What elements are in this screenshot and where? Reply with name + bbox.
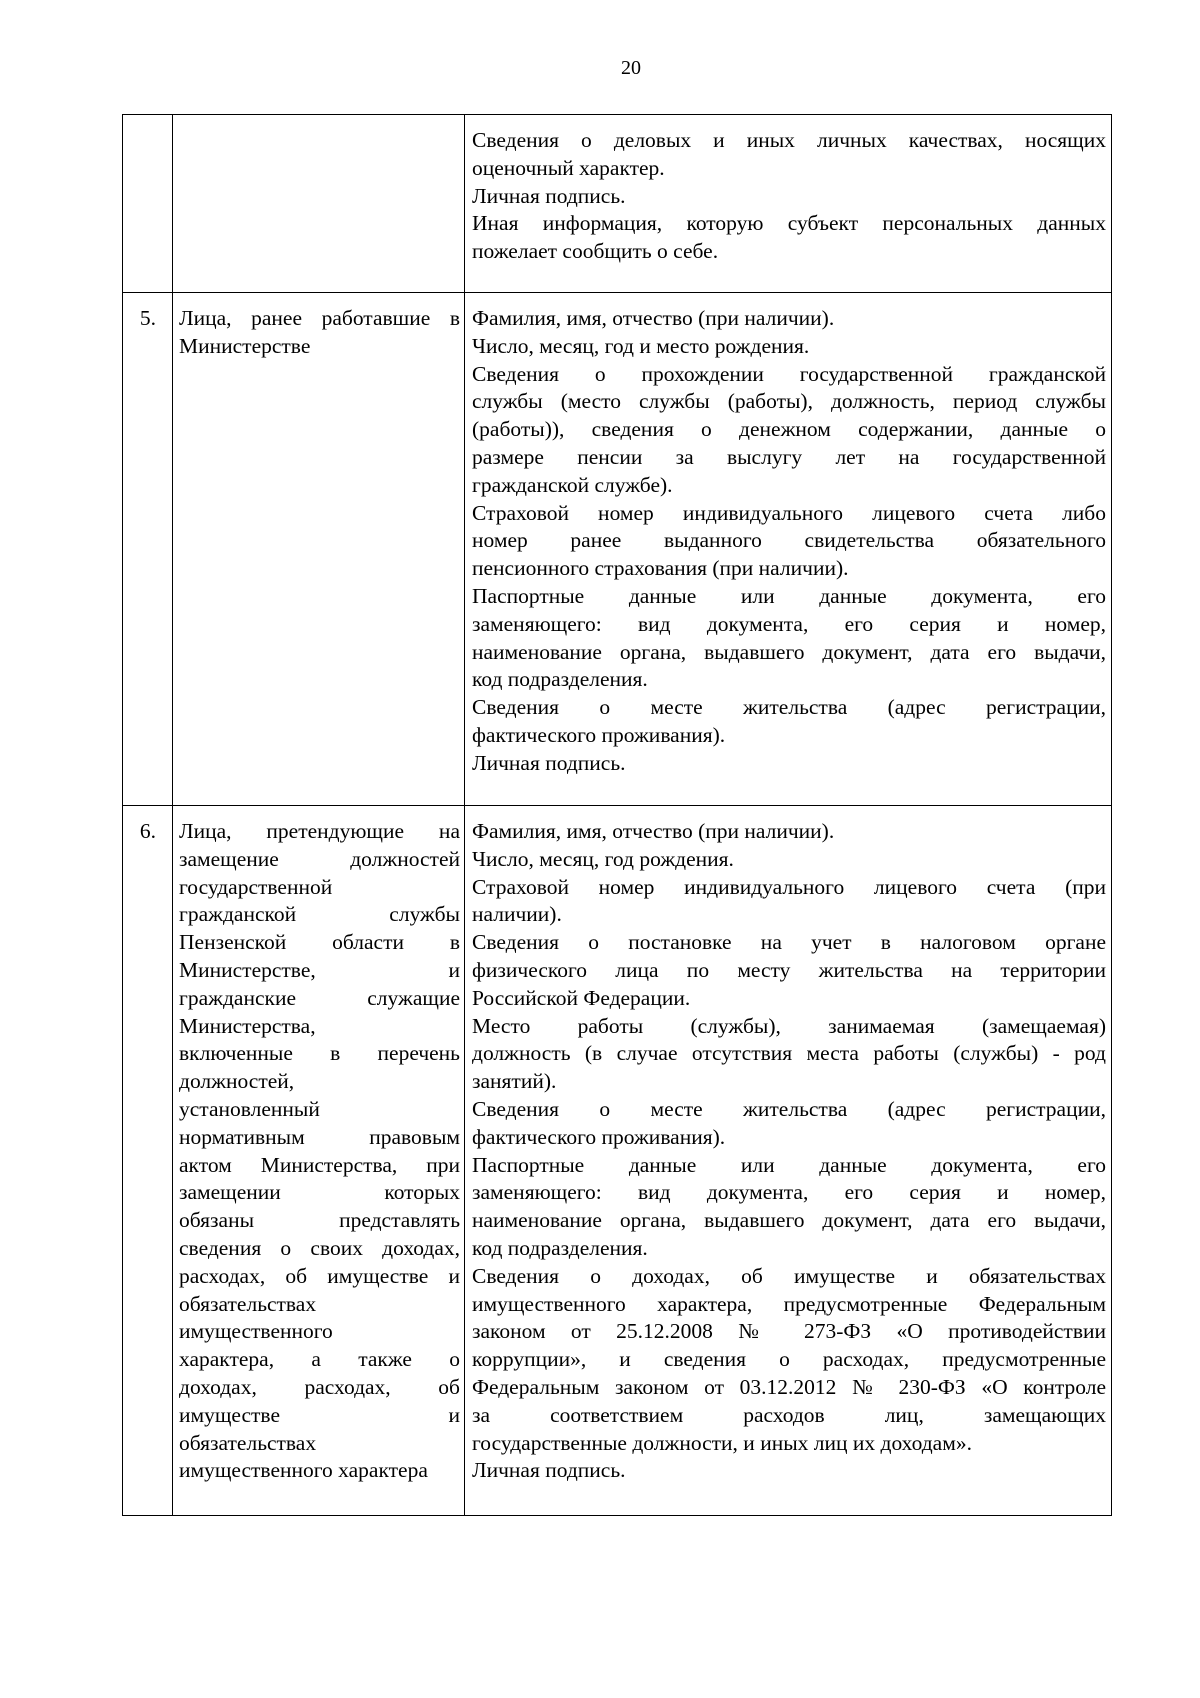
row-number-cell: 6. [123,806,173,1516]
text-line: за соответствием расходов лиц, замещающих [472,1402,1106,1427]
text-line: Лица, ранее работавшие в [179,306,460,330]
row-number-cell: 5. [123,293,173,806]
subject-category-cell [173,115,465,293]
text-line: Страховой номер индивидуального лицевого счета (при [472,874,1106,899]
text-line: замещение должностей [179,846,460,871]
text-line: наименование органа, выдавшего документ, дата его выдачи, [472,1208,1106,1233]
text-line: включенные в перечень [179,1041,460,1066]
text-line: Сведения о месте жительства (адрес регистрации, [472,695,1106,720]
text-line: Число, месяц, год рождения. [472,846,734,871]
page-number: 20 [621,57,641,79]
row-number-cell [123,115,173,293]
text-line: обязаны представлять [179,1208,460,1233]
personal-data-table [122,114,1112,1516]
text-line: наименование органа, выдавшего документ, дата его выдачи, [472,639,1106,664]
text-line: гражданской службе). [472,472,673,497]
text-line: законом от 25.12.2008 № 273-ФЗ «О противодействии [472,1319,1106,1344]
text-line: код подразделения. [472,1235,648,1260]
text-line: гражданские служащие [179,985,460,1010]
text-line: Страховой номер индивидуального лицевого счета либо [472,500,1106,525]
text-line: обязательствах [179,1291,317,1316]
text-line: (работы)), сведения о денежном содержании, данные о [472,417,1106,442]
table-row [123,293,1112,806]
text-line: государственной [179,874,333,899]
text-line: Лица, претендующие на [179,819,460,843]
text-line: государственные должности, и иных лиц их доходам». [472,1430,972,1455]
text-line: должностей, [179,1069,295,1094]
text-line: фактического проживания). [472,722,726,747]
text-line: нормативным правовым [179,1124,460,1149]
text-line: пенсионного страхования (при наличии). [472,556,849,581]
text-line: Сведения о доходах, об имуществе и обязательствах [472,1263,1106,1288]
text-line: Место работы (службы), занимаемая (замещаемая) [472,1013,1106,1038]
text-line: Личная подпись. [472,750,626,775]
text-line: Сведения о прохождении государственной гражданской [472,361,1106,386]
text-line: доходах, расходах, об [179,1374,460,1399]
text-line: установленный [179,1096,320,1121]
text-line: Личная подпись. [472,183,626,208]
text-line: имущественного характера, предусмотренные Федеральным [472,1291,1106,1316]
text-line: код подразделения. [472,667,648,692]
text-line: фактического проживания). [472,1124,726,1149]
text-line: Паспортные данные или данные документа, его [472,583,1106,608]
text-line: обязательствах [179,1430,317,1455]
personal-data-list-cell [465,293,1112,806]
text-line: Фамилия, имя, отчество (при наличии). [472,306,835,330]
text-line: замещении которых [179,1180,460,1205]
text-line: имущественного [179,1319,333,1344]
text-line: Пензенской области в [179,930,460,955]
text-line: Российской Федерации. [472,985,691,1010]
text-line: заменяющего: вид документа, его серия и номер, [472,1180,1106,1205]
text-line: Сведения о месте жительства (адрес регистрации, [472,1096,1106,1121]
subject-category-cell [173,806,465,1516]
text-line: Фамилия, имя, отчество (при наличии). [472,819,835,843]
table-row [123,806,1112,1516]
text-line: актом Министерства, при [179,1152,460,1177]
personal-data-list-cell [465,115,1112,293]
text-line: номер ранее выданного свидетельства обязательного [472,528,1106,553]
text-line: расходах, об имуществе и [179,1263,460,1288]
subject-category-cell [173,293,465,806]
text-line: Министерстве [179,333,311,358]
text-line: имущественного характера [179,1458,428,1483]
text-line: Паспортные данные или данные документа, его [472,1152,1106,1177]
text-line: Число, месяц, год и место рождения. [472,333,810,358]
text-line: занятий). [472,1069,557,1094]
text-line: гражданской службы [179,902,460,927]
text-line: сведения о своих доходах, [179,1235,460,1260]
text-line: Министерстве, и [179,957,460,982]
text-line: размере пенсии за выслугу лет на государственной [472,444,1106,469]
personal-data-list-cell [465,806,1112,1516]
text-line: Федеральным законом от 03.12.2012 № 230-ФЗ «О контроле [472,1374,1106,1399]
text-line: Личная подпись. [472,1458,626,1483]
text-line: Сведения о постановке на учет в налоговом органе [472,930,1106,955]
text-line: характера, а также о [179,1347,460,1372]
table-row [123,115,1112,293]
text-line: пожелает сообщить о себе. [472,239,719,264]
text-line: коррупции», и сведения о расходах, предусмотренные [472,1347,1106,1372]
text-line: должность (в случае отсутствия места работы (службы) - род [472,1041,1106,1066]
text-line: оценочный характер. [472,155,665,180]
text-line: имуществе и [179,1402,460,1427]
text-line: физического лица по месту жительства на территории [472,957,1106,982]
text-line: Министерства, [179,1013,316,1038]
text-line: наличии). [472,902,562,927]
text-line: службы (место службы (работы), должность, период службы [472,389,1106,414]
text-line: Сведения о деловых и иных личных качествах, носящих [472,128,1106,152]
text-line: заменяющего: вид документа, его серия и номер, [472,611,1106,636]
text-line: Иная информация, которую субъект персональных данных [472,211,1106,236]
